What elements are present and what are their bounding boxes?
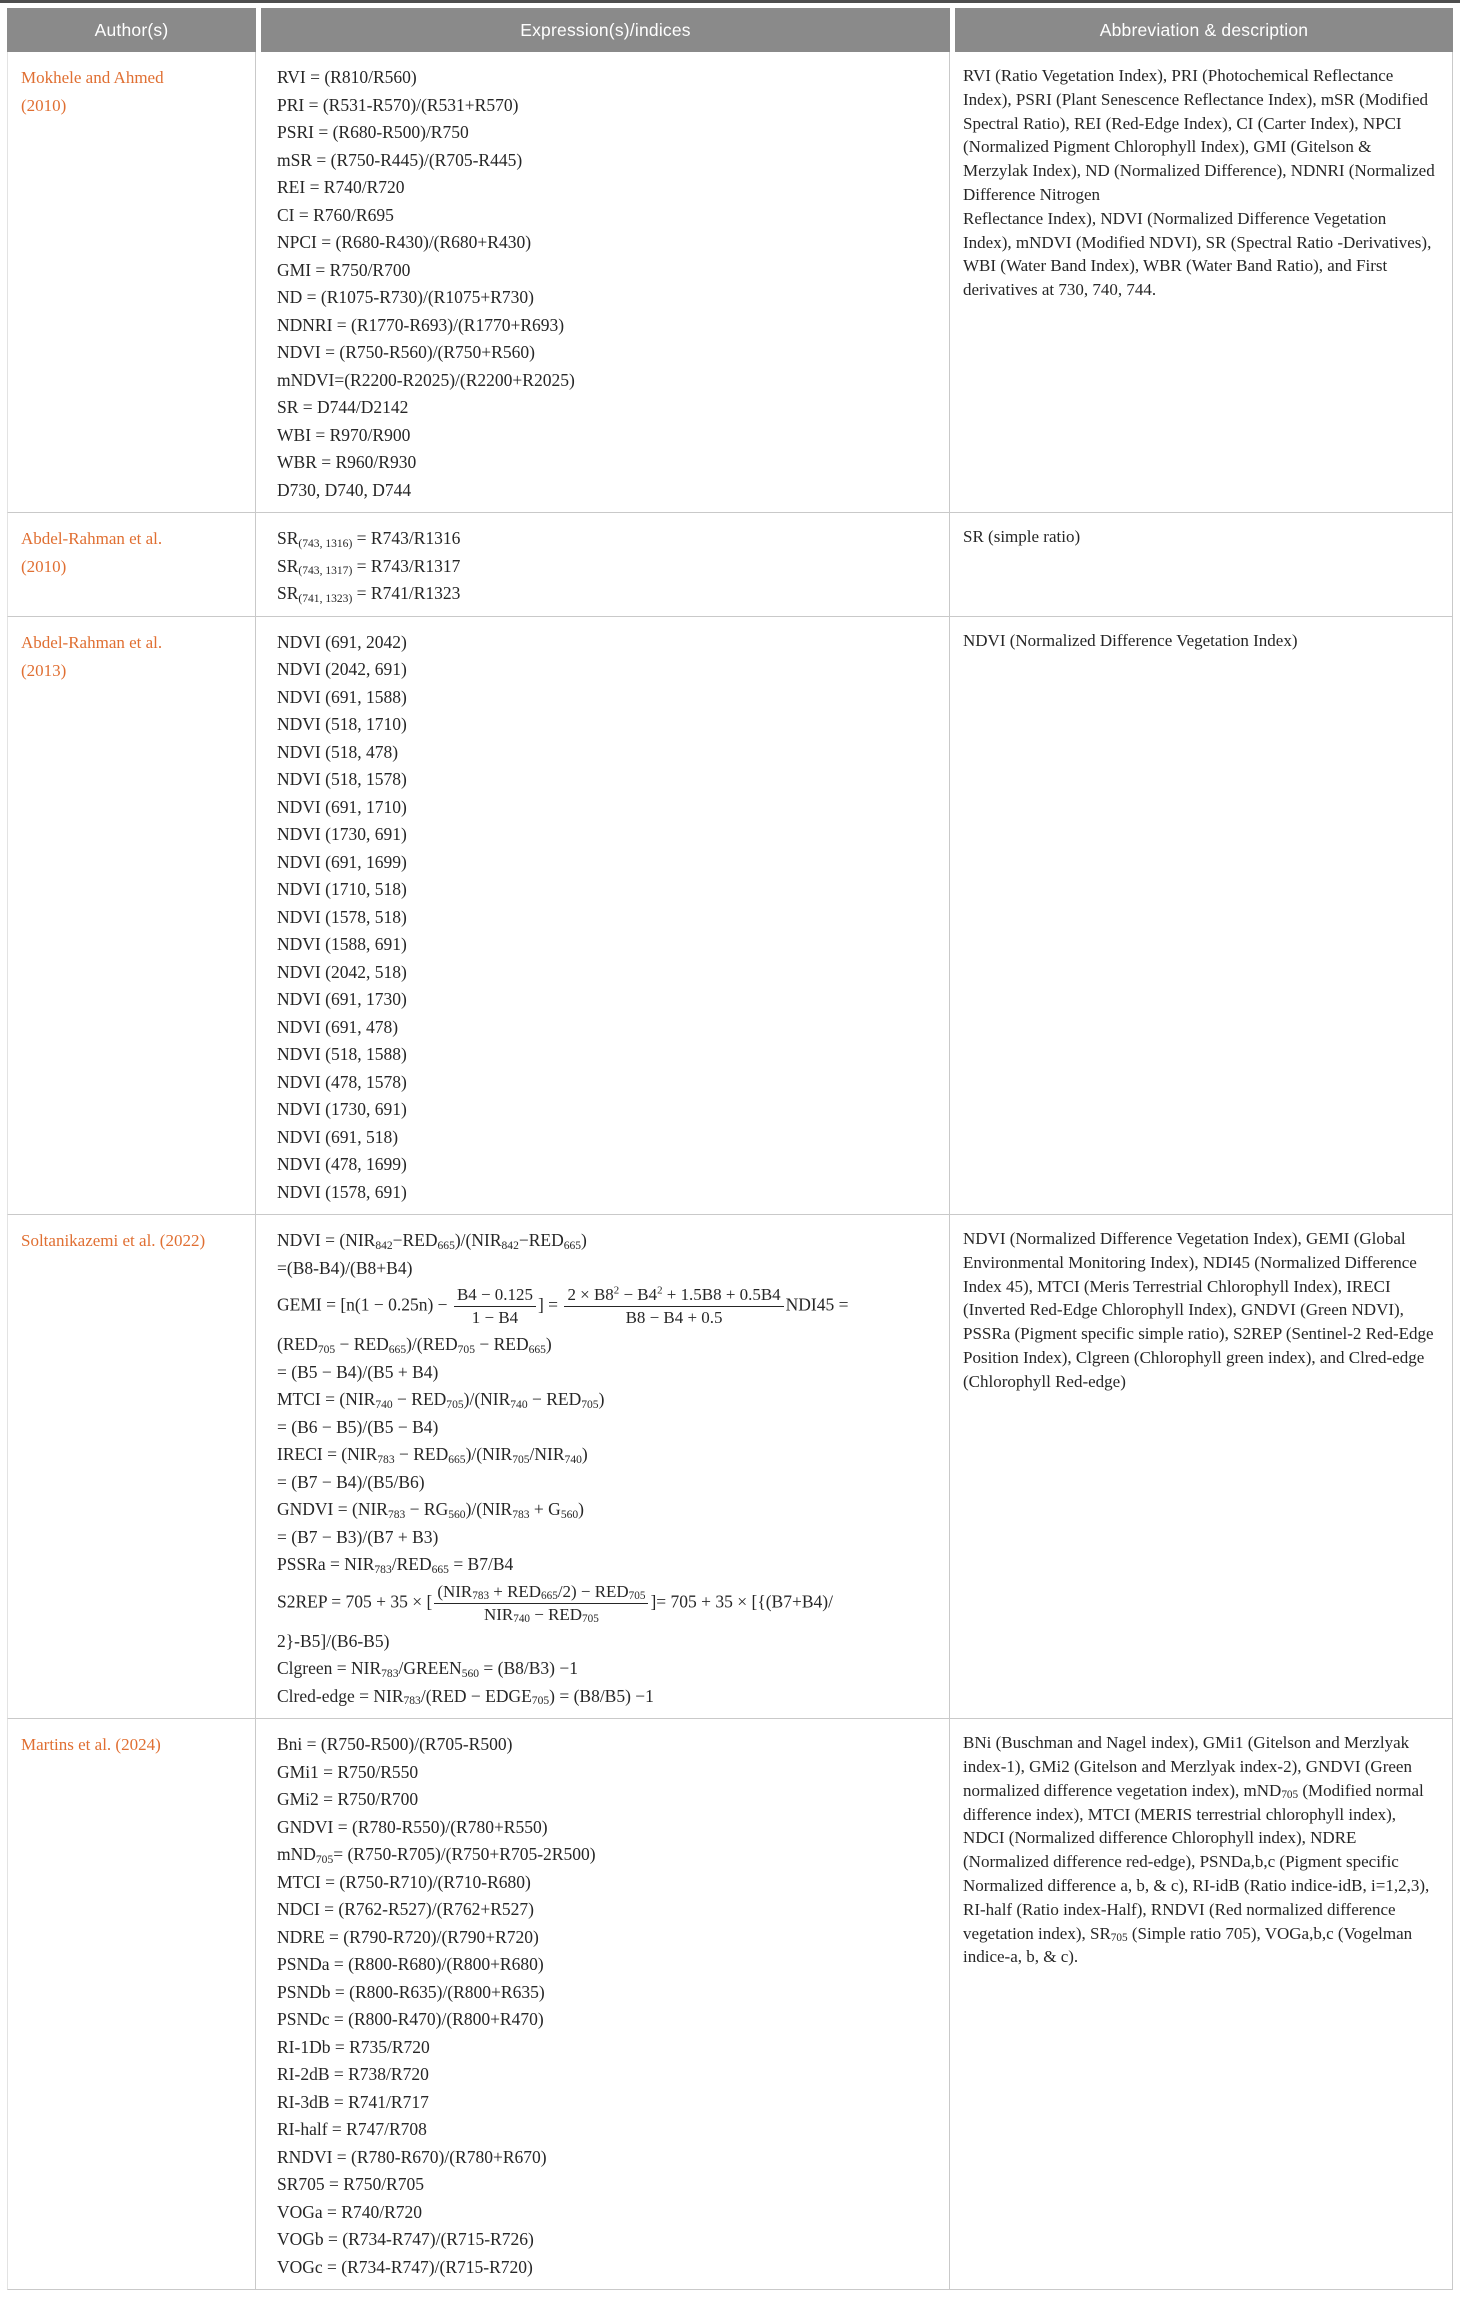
- stacked-fraction: $\frac{B4 - 0.125}{1 - B4}$: [454, 1284, 536, 1329]
- expression-line: SR705 = R750/R705: [277, 2174, 424, 2195]
- expression-line: NDRE = (R790-R720)/(R790+R720): [277, 1926, 539, 1947]
- expression-line: = (B6 − B5)/(B5 − B4): [277, 1416, 439, 1437]
- expression-line: mND$_{705}$= (R750-R705)/(R750+R705-2R500): [277, 1844, 596, 1866]
- header-row: [7, 8, 1453, 52]
- expression-line: NDVI (691, 1699): [277, 851, 407, 872]
- table-row: [7, 1719, 1453, 2290]
- author-cell: [7, 1719, 256, 2290]
- expression-line: D730, D740, D744: [277, 479, 412, 500]
- expression-line: VOGa = R740/R720: [277, 2201, 423, 2222]
- expression-line: = (B7 − B3)/(B7 + B3): [277, 1526, 439, 1547]
- author-cell: [7, 52, 256, 513]
- expression-line: $SR_{(743, 1316)} = R743/R1316$: [277, 528, 461, 550]
- expression-line: NDVI (518, 1588): [277, 1044, 407, 1064]
- expression-line: VOGb = (R734-R747)/(R715-R726): [277, 2229, 534, 2250]
- expression-line: NPCI = (R680-R430)/(R680+R430): [277, 232, 532, 252]
- table-row: [7, 513, 1453, 617]
- table-header: [7, 8, 1453, 52]
- expression-line: REI = R740/R720: [277, 177, 405, 197]
- author-cell: [7, 617, 256, 1216]
- author-citation-link[interactable]: Soltanikazemi et al. (2022): [21, 1231, 206, 1250]
- description-cell: SR (simple ratio): [950, 513, 1453, 617]
- expression-line: RVI = (R810/R560): [277, 67, 417, 87]
- expression-line: $(RED_{705} - RED_{665})/(RED_{705} - RED_{665})$: [277, 1334, 552, 1356]
- expression-line: NDVI (2042, 691): [277, 659, 407, 679]
- expression-line: NDVI (1578, 518): [277, 906, 407, 927]
- expression-line: NDVI = (R750-R560)/(R750+R560): [277, 342, 535, 362]
- expression-line: mNDVI=(R2200-R2025)/(R2200+R2025): [277, 369, 575, 390]
- expression-line: NDVI (478, 1578): [277, 1071, 407, 1092]
- table-row: [7, 52, 1453, 513]
- vegetation-indices-table: [7, 8, 1453, 2290]
- author-cell: [7, 1215, 256, 1719]
- expression-line: PSNDc = (R800-R470)/(R800+R470): [277, 2009, 544, 2030]
- author-citation-link[interactable]: Martins et al. (2024): [21, 1735, 161, 1755]
- expressions-cell: [256, 1215, 950, 1719]
- expressions-cell: [256, 1719, 950, 2290]
- expression-line: NDVI (691, 1710): [277, 796, 407, 817]
- expression-line: NDVI (1578, 691): [277, 1181, 407, 1202]
- expression-line: NDVI (1730, 691): [277, 824, 407, 844]
- author-citation-link[interactable]: Mokhele and Ahmed (2010): [21, 68, 164, 115]
- expression-line: $SR_{(741, 1323)} = R741/R1323$: [277, 583, 461, 605]
- expression-line: NDVI (2042, 518): [277, 961, 407, 982]
- expression-line: NDVI (518, 1578): [277, 769, 407, 789]
- expression-line: NDVI (1730, 691): [277, 1099, 407, 1119]
- expression-line: IRECI = $(NIR_{783} - RED_{665})/(NIR_{705}/NIR_{740})$: [277, 1444, 588, 1466]
- expression-line: MTCI = (R750-R710)/(R710-R680): [277, 1871, 531, 1892]
- expression-line: GEMI = [n(1 − 0.25n) − $\frac{B4 - 0.125}{1 - B4}$ ] = $\frac{2 \times B8^2 - B4^2 + 1.5B8 + 0.5B4}{B8 - B4 + 0.5}$ NDI45 =: [277, 1282, 935, 1331]
- expression-line: Clred-edge = $NIR_{783}/(RED$ − $EDGE_{705}) = (B8/B5) -1$: [277, 1685, 654, 1708]
- expression-line: NDVI = $(NIR_{842}-RED_{665})/(NIR_{842}-RED_{665})$: [277, 1230, 587, 1252]
- author-citation-link[interactable]: Abdel-Rahman et al. (2013): [21, 632, 163, 680]
- column-header-abbreviation: Abbreviation & description: [950, 8, 1453, 52]
- expression-line: GMI = R750/R700: [277, 259, 411, 280]
- expression-line: GNDVI = (R780-R550)/(R780+R550): [277, 1816, 548, 1837]
- expression-line: ND = (R1075-R730)/(R1075+R730): [277, 287, 534, 307]
- expression-line: WBR = R960/R930: [277, 452, 417, 472]
- expression-line: RI-1Db = R735/R720: [277, 2036, 430, 2057]
- table-body: [7, 52, 1453, 2290]
- expression-line: NDVI (1710, 518): [277, 879, 407, 899]
- expression-line: NDVI (691, 518): [277, 1126, 399, 1147]
- expression-line: CI = R760/R695: [277, 204, 394, 225]
- expression-line: NDVI (691, 2042): [277, 631, 407, 652]
- author-citation-link[interactable]: Abdel-Rahman et al. (2010): [21, 529, 163, 576]
- expression-line: NDVI (518, 1710): [277, 714, 407, 734]
- description-cell: NDVI (Normalized Difference Vegetation Index), GEMI (Global Environmental Monitoring Index), NDI45 (Normalized Difference Index 45), MTCI (Meris Terrestrial Chlorophyll Index), IRECI (Inverted Red-Edge Chlorophyll Index), GNDVI (Green NDVI), PSSRa (Pigment specific simple ratio), S2REP (Sentinel-2 Red-Edge Position Index), Clgreen (Chlorophyll green index), and Clred-edge (Chlorophyll Red-edge): [950, 1215, 1453, 1719]
- description-cell: NDVI (Normalized Difference Vegetation Index): [950, 617, 1453, 1216]
- expression-line: NDNRI = (R1770-R693)/(R1770+R693): [277, 314, 565, 335]
- description-cell: RVI (Ratio Vegetation Index), PRI (Photochemical Reflectance Index), PSRI (Plant Senescence Reflectance Index), mSR (Modified Spectral Ratio), REI (Red-Edge Index), CI (Carter Index), NPCI (Normalized Pigment Chlorophyll Index), GMI (Gitelson & Merzylak Index), ND (Normalized Difference), NDNRI (Normalized Difference Nitrogen Reflectance Index), NDVI (Normalized Difference Vegetation Index), mNDVI (Modified NDVI), SR (Spectral Ratio -Derivatives), WBI (Water Band Index), WBR (Water Band Ratio), and First derivatives at 730, 740, 744.: [950, 52, 1453, 513]
- column-header-authors: Author(s): [7, 8, 256, 52]
- expression-line: NDVI (1588, 691): [277, 934, 407, 954]
- expression-line: $SR_{(743, 1317)} = R743/R1317$: [277, 555, 461, 578]
- stacked-fraction: $\frac{(NIR_{783} + RED_{665}/2) - RED_{705}}{NIR_{740} - RED_{705}}$: [434, 1581, 648, 1626]
- expression-line: RNDVI = (R780-R670)/(R780+R670): [277, 2146, 547, 2167]
- expression-line: PSSRa = $NIR_{783}/RED_{665} = B7/B4$: [277, 1554, 514, 1576]
- expression-line: GNDVI = $(NIR_{783} - RG_{560})/(NIR_{783} + G_{560})$: [277, 1499, 584, 1521]
- expression-line: VOGc = (R734-R747)/(R715-R720): [277, 2256, 533, 2277]
- expression-line: S2REP = 705 + 35 × [ $\frac{(NIR_{783} + RED_{665}/2) - RED_{705}}{NIR_{740} - RED_{705}}$ ]= 705 + 35 × [{(B7+B4)/: [277, 1581, 833, 1626]
- expression-line: = (B7 − B4)/(B5/B6): [277, 1471, 425, 1492]
- expression-line: NDVI (518, 478): [277, 741, 399, 762]
- stacked-fraction: $\frac{2 \times B8^2 - B4^2 + 1.5B8 + 0.5B4}{B8 - B4 + 0.5}$: [564, 1284, 783, 1329]
- expression-line: = (B5 − B4)/(B5 + B4): [277, 1361, 439, 1382]
- expression-line: NDVI (691, 1730): [277, 989, 407, 1009]
- expressions-cell: [256, 513, 950, 617]
- expression-line: PSRI = (R680-R500)/R750: [277, 122, 469, 142]
- expression-line: RI-2dB = R738/R720: [277, 2064, 429, 2085]
- expression-line: mSR = (R750-R445)/(R705-R445): [277, 149, 523, 170]
- expressions-cell: [256, 617, 950, 1216]
- expression-line: PSNDb = (R800-R635)/(R800+R635): [277, 1981, 545, 2002]
- expression-line: GMi1 = R750/R550: [277, 1761, 419, 1782]
- expression-line: Bni = (R750-R500)/(R705-R500): [277, 1734, 513, 1755]
- expression-line: RI-3dB = R741/R717: [277, 2091, 429, 2112]
- expression-line: 2}-B5]/(B6-B5): [277, 1630, 390, 1651]
- expression-line: =(B8-B4)/(B8+B4): [277, 1257, 413, 1278]
- expressions-cell: [256, 52, 950, 513]
- column-header-expressions: Expression(s)/indices: [256, 8, 950, 52]
- expression-line: NDVI (691, 478): [277, 1016, 399, 1037]
- expression-line: NDCI = (R762-R527)/(R762+R527): [277, 1899, 534, 1920]
- expression-line: RI-half = R747/R708: [277, 2119, 427, 2140]
- expression-line: SR = D744/D2142: [277, 397, 409, 417]
- expression-line: NDVI (691, 1588): [277, 686, 407, 707]
- expression-line: WBI = R970/R900: [277, 424, 411, 445]
- expression-line: NDVI (478, 1699): [277, 1154, 407, 1174]
- table-row: [7, 1215, 1453, 1719]
- expression-line: MTCI = $(NIR_{740} - RED_{705})/(NIR_{740} - RED_{705})$: [277, 1389, 605, 1411]
- author-cell: [7, 513, 256, 617]
- description-cell: BNi (Buschman and Nagel index), GMi1 (Gitelson and Merzlyak index-1), GMi2 (Gitelson and Merzlyak index-2), GNDVI (Green normalized difference vegetation index), mND$_{705}$ (Modified normal difference index), MTCI (MERIS terrestrial chlorophyll index), NDCI (Normalized difference Chlorophyll index), NDRE (Normalized difference red-edge), PSNDa,b,c (Pigment specific Normalized difference a, b, & c), RI-idB (Ratio indice-idB, i=1,2,3), RI-half (Ratio index-Half), RNDVI (Red normalized difference vegetation index), $SR_{705}$ (Simple ratio 705), VOGa,b,c (Vogelman indice-a, b, & c).: [950, 1719, 1453, 2290]
- expression-line: PSNDa = (R800-R680)/(R800+R680): [277, 1954, 544, 1975]
- expression-line: GMi2 = R750/R700: [277, 1789, 419, 1810]
- table-row: [7, 617, 1453, 1216]
- expression-line: Clgreen = $NIR_{783}/GREEN_{560} = (B8/B3) -1$: [277, 1658, 578, 1680]
- expression-line: PRI = (R531-R570)/(R531+R570): [277, 94, 519, 115]
- table-top-rule: [0, 0, 1460, 3]
